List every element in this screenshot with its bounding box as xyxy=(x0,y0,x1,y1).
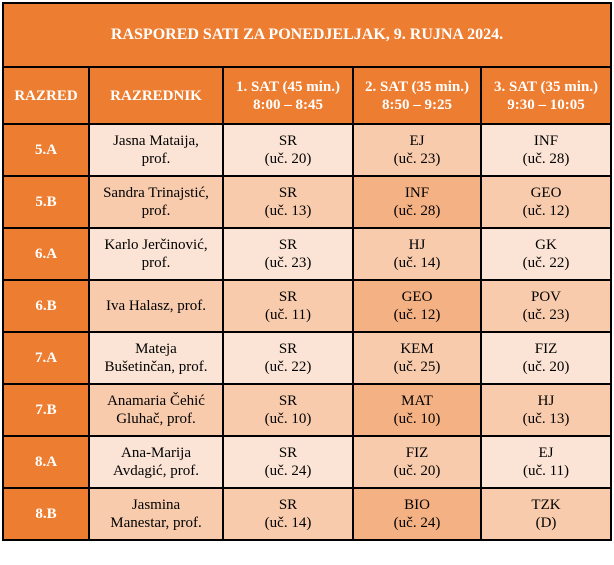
table-row xyxy=(3,332,611,384)
sat-2-subject: INF xyxy=(404,185,430,201)
razrednik-name: Iva Halasz, prof. xyxy=(106,298,206,314)
sat-1-cell xyxy=(223,332,353,384)
schedule-table xyxy=(2,2,612,541)
sat-2-subject: KEM xyxy=(400,341,434,357)
razrednik-title: Bušetinčan, prof. xyxy=(104,359,208,375)
sat-3-cell xyxy=(481,488,611,540)
razrednik-name: Jasna Mataija, xyxy=(113,133,199,149)
table-row xyxy=(3,384,611,436)
razrednik-cell xyxy=(89,280,223,332)
header-sat-1-label: 1. SAT (45 min.) xyxy=(235,78,341,95)
sat-3-room: (uč. 20) xyxy=(522,359,570,375)
razred-cell xyxy=(3,228,89,280)
sat-2-cell xyxy=(353,176,481,228)
sat-2-room: (uč. 12) xyxy=(393,307,441,323)
sat-1-room: (uč. 20) xyxy=(264,151,312,167)
sat-1-room: (uč. 13) xyxy=(264,203,312,219)
schedule-body xyxy=(3,124,611,540)
sat-3-subject: FIZ xyxy=(534,341,558,357)
table-title: RASPORED SATI ZA PONEDJELJAK, 9. RUJNA 2024. xyxy=(3,3,611,67)
sat-1-subject: SR xyxy=(278,289,298,305)
sat-2-cell xyxy=(353,124,481,176)
razred-label: 8.A xyxy=(34,454,58,470)
sat-1-subject: SR xyxy=(278,133,298,149)
sat-3-subject: TZK xyxy=(531,497,561,513)
razred-label: 7.B xyxy=(35,402,57,418)
sat-3-room: (uč. 13) xyxy=(522,411,570,427)
sat-1-cell xyxy=(223,488,353,540)
sat-1-cell xyxy=(223,176,353,228)
sat-3-cell xyxy=(481,228,611,280)
razrednik-title: prof. xyxy=(141,203,171,219)
sat-1-subject: SR xyxy=(278,393,298,409)
razred-label: 8.B xyxy=(35,506,57,522)
sat-1-room: (uč. 23) xyxy=(264,255,312,271)
sat-1-cell xyxy=(223,436,353,488)
sat-1-subject: SR xyxy=(278,185,298,201)
razred-cell xyxy=(3,332,89,384)
sat-1-subject: SR xyxy=(278,445,298,461)
sat-1-subject: SR xyxy=(278,237,298,253)
sat-1-cell xyxy=(223,384,353,436)
razred-label: 5.A xyxy=(34,142,58,158)
header-sat-3 xyxy=(481,67,611,124)
razrednik-name: Jasmina xyxy=(131,497,181,513)
razrednik-name: Sandra Trinajstić, xyxy=(103,185,209,201)
header-sat-2-time: 8:50 – 9:25 xyxy=(382,96,452,113)
sat-3-room: (D) xyxy=(535,515,557,531)
razred-cell xyxy=(3,436,89,488)
sat-1-room: (uč. 22) xyxy=(264,359,312,375)
razred-cell xyxy=(3,384,89,436)
sat-3-subject: EJ xyxy=(538,445,554,461)
header-row xyxy=(3,67,611,124)
sat-2-cell xyxy=(353,488,481,540)
sat-3-subject: POV xyxy=(531,289,562,305)
razred-cell xyxy=(3,124,89,176)
title-row xyxy=(3,3,611,67)
sat-1-room: (uč. 14) xyxy=(264,515,312,531)
razrednik-cell xyxy=(89,228,223,280)
sat-2-room: (uč. 23) xyxy=(393,151,441,167)
table-row xyxy=(3,436,611,488)
table-row xyxy=(3,280,611,332)
sat-1-room: (uč. 24) xyxy=(264,463,312,479)
sat-2-room: (uč. 28) xyxy=(393,203,441,219)
sat-3-cell xyxy=(481,436,611,488)
razrednik-cell xyxy=(89,384,223,436)
razrednik-title: Avdagić, prof. xyxy=(113,463,199,479)
razrednik-name: Anamaria Čehić xyxy=(107,393,205,409)
razred-label: 5.B xyxy=(35,194,57,210)
sat-2-cell xyxy=(353,280,481,332)
sat-2-room: (uč. 14) xyxy=(393,255,441,271)
sat-2-subject: EJ xyxy=(409,133,425,149)
sat-3-room: (uč. 12) xyxy=(522,203,570,219)
sat-2-subject: BIO xyxy=(404,497,430,513)
razrednik-cell xyxy=(89,436,223,488)
razred-cell xyxy=(3,488,89,540)
sat-2-cell xyxy=(353,332,481,384)
sat-2-room: (uč. 10) xyxy=(393,411,441,427)
schedule-document xyxy=(2,2,612,541)
sat-3-cell xyxy=(481,384,611,436)
razred-cell xyxy=(3,280,89,332)
sat-2-room: (uč. 20) xyxy=(393,463,441,479)
sat-2-room: (uč. 25) xyxy=(393,359,441,375)
razrednik-title: prof. xyxy=(141,255,171,271)
sat-3-room: (uč. 11) xyxy=(522,463,570,479)
table-row xyxy=(3,176,611,228)
header-razrednik: RAZREDNIK xyxy=(89,67,223,124)
header-razred: RAZRED xyxy=(3,67,89,124)
sat-3-room: (uč. 28) xyxy=(522,151,570,167)
razrednik-cell xyxy=(89,488,223,540)
table-row xyxy=(3,488,611,540)
sat-1-subject: SR xyxy=(278,497,298,513)
header-sat-1 xyxy=(223,67,353,124)
razrednik-name: Mateja xyxy=(135,341,177,357)
table-row xyxy=(3,228,611,280)
header-sat-1-time: 8:00 – 8:45 xyxy=(253,96,323,113)
razred-cell xyxy=(3,176,89,228)
razrednik-title: Manestar, prof. xyxy=(110,515,202,531)
table-row xyxy=(3,124,611,176)
sat-2-subject: MAT xyxy=(401,393,433,409)
razred-label: 7.A xyxy=(34,350,58,366)
sat-1-subject: SR xyxy=(278,341,298,357)
sat-1-room: (uč. 10) xyxy=(264,411,312,427)
sat-3-subject: GK xyxy=(535,237,557,253)
razrednik-name: Ana-Marija xyxy=(121,445,191,461)
sat-1-cell xyxy=(223,228,353,280)
sat-3-cell xyxy=(481,280,611,332)
sat-3-cell xyxy=(481,124,611,176)
razrednik-cell xyxy=(89,124,223,176)
razred-label: 6.B xyxy=(35,298,57,314)
sat-2-room: (uč. 24) xyxy=(393,515,441,531)
sat-2-subject: GEO xyxy=(401,289,433,305)
razred-label: 6.A xyxy=(34,246,58,262)
header-sat-3-time: 9:30 – 10:05 xyxy=(507,96,585,113)
razrednik-title: prof. xyxy=(141,151,171,167)
sat-2-cell xyxy=(353,384,481,436)
header-sat-2-label: 2. SAT (35 min.) xyxy=(364,78,470,95)
sat-1-room: (uč. 11) xyxy=(264,307,312,323)
razrednik-name: Karlo Jerčinović, xyxy=(104,237,208,253)
sat-1-cell xyxy=(223,124,353,176)
sat-2-cell xyxy=(353,436,481,488)
razrednik-cell xyxy=(89,332,223,384)
razrednik-title: Gluhač, prof. xyxy=(116,411,196,427)
sat-1-cell xyxy=(223,280,353,332)
header-sat-2 xyxy=(353,67,481,124)
sat-3-cell xyxy=(481,176,611,228)
sat-3-subject: INF xyxy=(533,133,559,149)
razrednik-cell xyxy=(89,176,223,228)
sat-3-subject: GEO xyxy=(530,185,562,201)
sat-3-room: (uč. 22) xyxy=(522,255,570,271)
header-sat-3-label: 3. SAT (35 min.) xyxy=(493,78,599,95)
sat-2-cell xyxy=(353,228,481,280)
sat-3-room: (uč. 23) xyxy=(522,307,570,323)
sat-3-subject: HJ xyxy=(537,393,555,409)
sat-2-subject: HJ xyxy=(408,237,426,253)
sat-2-subject: FIZ xyxy=(405,445,429,461)
sat-3-cell xyxy=(481,332,611,384)
